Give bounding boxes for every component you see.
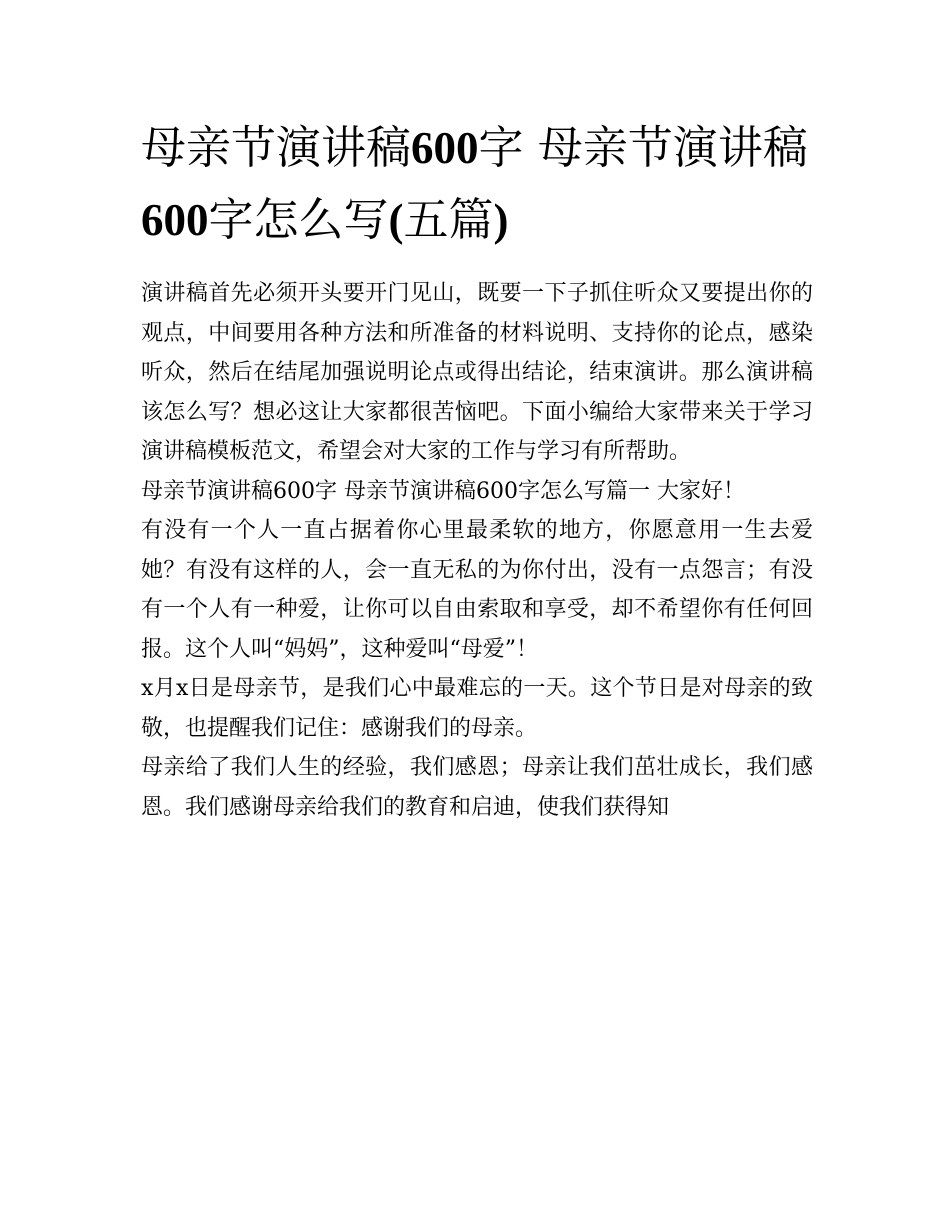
title-latin-run: 600 — [411, 123, 479, 173]
paragraph-intro: 演讲稿首先必须开头要开门见山，既要一下子抓住听众又要提出你的观点，中间要用各种方法和所准备的材料说明、支持你的论点，感染听众，然后在结尾加强说明论点或得出结论，结束演讲。那么演讲稿该怎么写？想必这让大家都很苦恼吧。下面小编给大家带来关于学习演讲稿模板范文，希望会对大家的工作与学习有所帮助。 — [141, 281, 813, 464]
title-latin-run: ) — [493, 195, 509, 245]
document-title: 母亲节演讲稿600字 母亲节演讲稿600字怎么写(五篇) — [141, 121, 808, 246]
document-body — [141, 112, 813, 827]
paragraph-body: 有没有一个人一直占据着你心里最柔软的地方，你愿意用一生去爱她？有没有这样的人，会一直无私的为你付出，没有一点怨言；有没有一个人有一种爱，让你可以自由索取和享受，却不希望你有任何回报。这个人叫“妈妈”，这种爱叫“母爱”！ — [141, 518, 813, 662]
title-latin-run: 600 — [141, 195, 209, 245]
paragraph-body: 母亲给了我们人生的经验，我们感恩；母亲让我们茁壮成长，我们感恩。我们感谢母亲给我们的教育和启迪，使我们获得知 — [141, 755, 813, 820]
title-latin-run: ( — [388, 195, 404, 245]
paragraph-body: x月x日是母亲节，是我们心中最难忘的一天。这个节日是对母亲的致敬，也提醒我们记住：感谢我们的母亲。 — [141, 676, 813, 741]
paragraph-section-heading: 母亲节演讲稿600字 母亲节演讲稿600字怎么写篇一 大家好！ — [141, 478, 745, 504]
